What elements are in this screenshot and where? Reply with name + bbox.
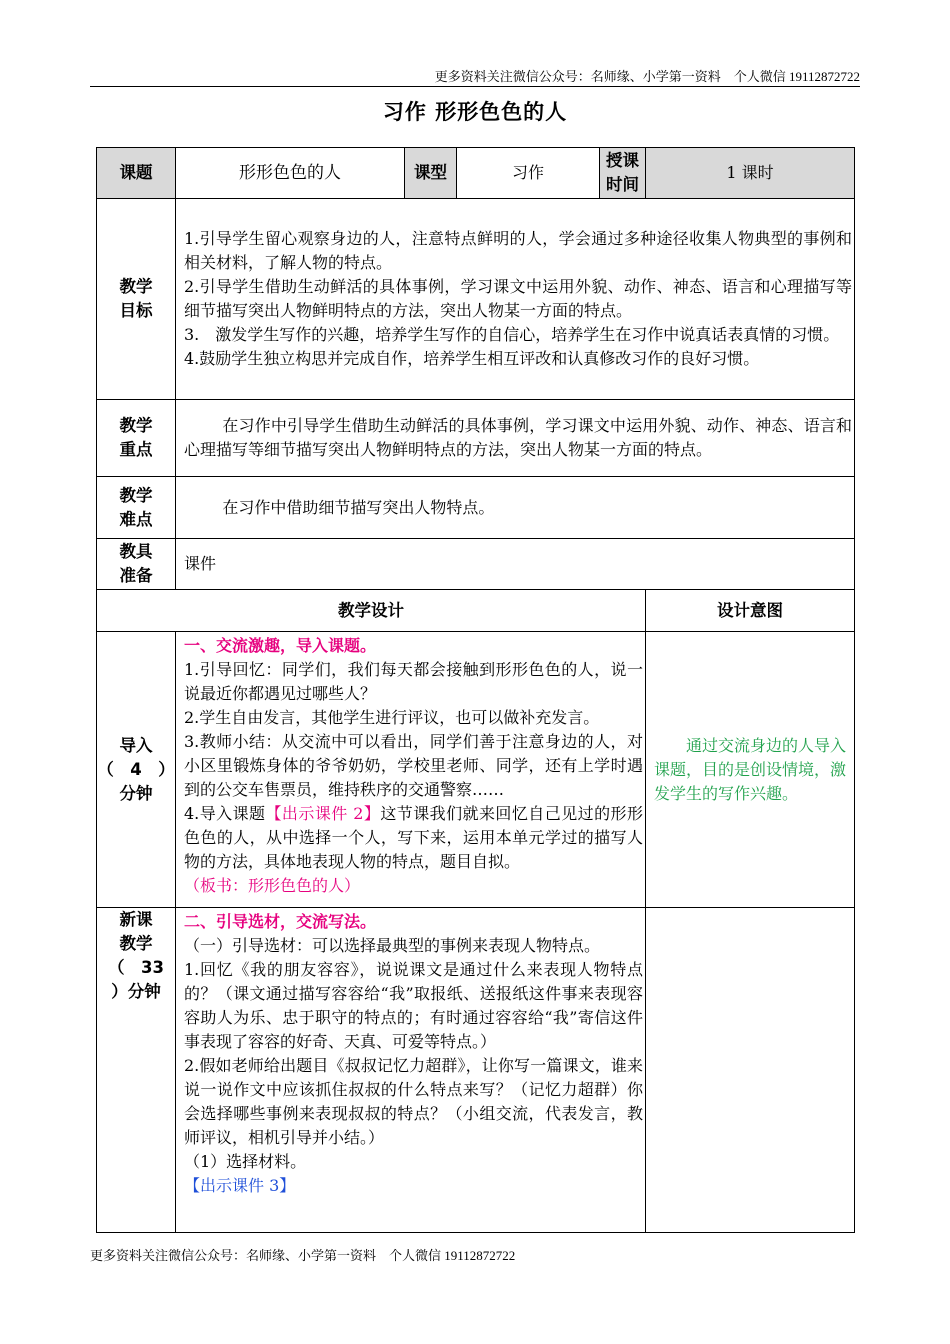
key-points-label: 教学重点 bbox=[97, 400, 176, 477]
time-value: 1 课时 bbox=[646, 148, 855, 199]
objective-item: 4.鼓励学生独立构思并完成自作，培养学生相互评改和认真修改习作的良好习惯。 bbox=[184, 349, 760, 368]
tools-text: 课件 bbox=[176, 539, 855, 590]
design-header: 教学设计 bbox=[97, 590, 646, 632]
key-points-text: 在习作中引导学生借助生动鲜活的具体事例，学习课文中运用外貌、动作、神态、语言和心理描写等细节描写突出人物鲜明特点的方法，突出人物某一方面的特点。 bbox=[176, 400, 855, 477]
section1-text: 这节课我们就来回忆自己见过的形形色色的人，从中选择一个人，写下来，运用本单元学过的描写人物的方法，具体地表现人物的特点，题目自拟。 bbox=[184, 804, 643, 871]
section1-paragraph: 2.学生自由发言，其他学生进行评议，也可以做补充发言。 bbox=[184, 708, 600, 727]
section2-content bbox=[176, 908, 646, 1233]
objectives-label: 教学目标 bbox=[97, 199, 176, 400]
objective-item: 3. 激发学生写作的兴趣，培养学生写作的自信心，培养学生在习作中说真话表真情的习惯。 bbox=[184, 325, 840, 344]
section2-paragraph: 1.回忆《我的朋友容容》，说说课文是通过什么来表现人物特点的？（课文通过描写容容给“我”取报纸、送报纸这件事来表现容容助人为乐、忠于职守的特点的；有时通过容容给“我”寄信这件事表现了容容的好奇、天真、可爱等特点。） bbox=[184, 960, 643, 1051]
difficulties-text: 在习作中借助细节描写突出人物特点。 bbox=[176, 477, 855, 539]
section2-paragraph: 2.假如老师给出题目《叔叔记忆力超群》，让你写一篇课文，谁来说一说作文中应该抓住叔叔的什么特点来写？（记忆力超群）你会选择哪些事例来表现叔叔的特点？（小组交流，代表发言，教师评议，相机引导并小结。） bbox=[184, 1056, 643, 1147]
section2-paragraph: （1）选择材料。 bbox=[184, 1152, 307, 1171]
section2-label-line: 新课 bbox=[119, 910, 153, 929]
objective-item: 2.引导学生借助生动鲜活的具体事例，学习课文中运用外貌、动作、神态、语言和心理描写等细节描写突出人物鲜明特点的方法，突出人物某一方面的特点。 bbox=[184, 277, 852, 320]
topic-value: 形形色色的人 bbox=[176, 148, 405, 199]
header-divider bbox=[90, 86, 860, 87]
section1-heading: 一、交流激趣，导入课题。 bbox=[184, 636, 377, 655]
section1-text: 4.导入课题 bbox=[184, 804, 266, 823]
section1-paragraph bbox=[184, 802, 643, 874]
section2-intent bbox=[646, 908, 855, 1233]
section2-label-line: ）分钟 bbox=[111, 982, 161, 1001]
section2-paragraph: （一）引导选材：可以选择最典型的事例来表现人物特点。 bbox=[184, 936, 601, 955]
type-value: 习作 bbox=[457, 148, 600, 199]
section2-label-line: 教学 bbox=[119, 934, 153, 953]
courseware-reference: 【出示课件 3】 bbox=[184, 1176, 296, 1195]
difficulties-label: 教学难点 bbox=[97, 477, 176, 539]
time-label: 授课时间 bbox=[600, 148, 646, 199]
intent-header: 设计意图 bbox=[646, 590, 855, 632]
board-note: （板书：形形色色的人） bbox=[184, 876, 361, 895]
section1-label bbox=[97, 632, 176, 908]
section1-paragraph: 3.教师小结：从交流中可以看出，同学们善于注意身边的人，对小区里锻炼身体的爷爷奶奶，学校里老师、同学，还有上学时遇到的公交车售票员，维持秩序的交通警察…… bbox=[184, 732, 643, 799]
page-footer: 更多资料关注微信公众号：名师缘、小学第一资料 个人微信 19112872722 bbox=[90, 1248, 516, 1263]
section2-heading: 二、引导选材，交流写法。 bbox=[184, 912, 377, 931]
courseware-reference: 【出示课件 2】 bbox=[265, 804, 381, 823]
section1-content bbox=[176, 632, 646, 908]
section1-intent: 通过交流身边的人导入课题，目的是创设情境，激发学生的写作兴趣。 bbox=[646, 632, 855, 908]
page-title: 习作 形形色色的人 bbox=[382, 100, 568, 124]
page-header: 更多资料关注微信公众号：名师缘、小学第一资料 个人微信 19112872722 bbox=[434, 69, 860, 84]
type-label: 课型 bbox=[405, 148, 457, 199]
section2-label-line: （ 33 bbox=[108, 958, 164, 977]
topic-label: 课题 bbox=[97, 148, 176, 199]
objectives-content bbox=[176, 199, 855, 400]
tools-label: 教具准备 bbox=[97, 539, 176, 590]
lesson-plan-table bbox=[96, 147, 855, 1233]
objective-item: 1.引导学生留心观察身边的人，注意特点鲜明的人，学会通过多种途径收集人物典型的事例和相关材料，了解人物的特点。 bbox=[184, 229, 852, 272]
section1-label-line: （ 4 ） bbox=[97, 759, 175, 779]
section1-label-line: 导入 bbox=[119, 735, 153, 755]
section2-label bbox=[97, 908, 176, 1233]
section1-paragraph: 1.引导回忆：同学们，我们每天都会接触到形形色色的人，说一说最近你都遇见过哪些人？ bbox=[184, 660, 643, 703]
section1-label-line: 分钟 bbox=[119, 783, 153, 803]
